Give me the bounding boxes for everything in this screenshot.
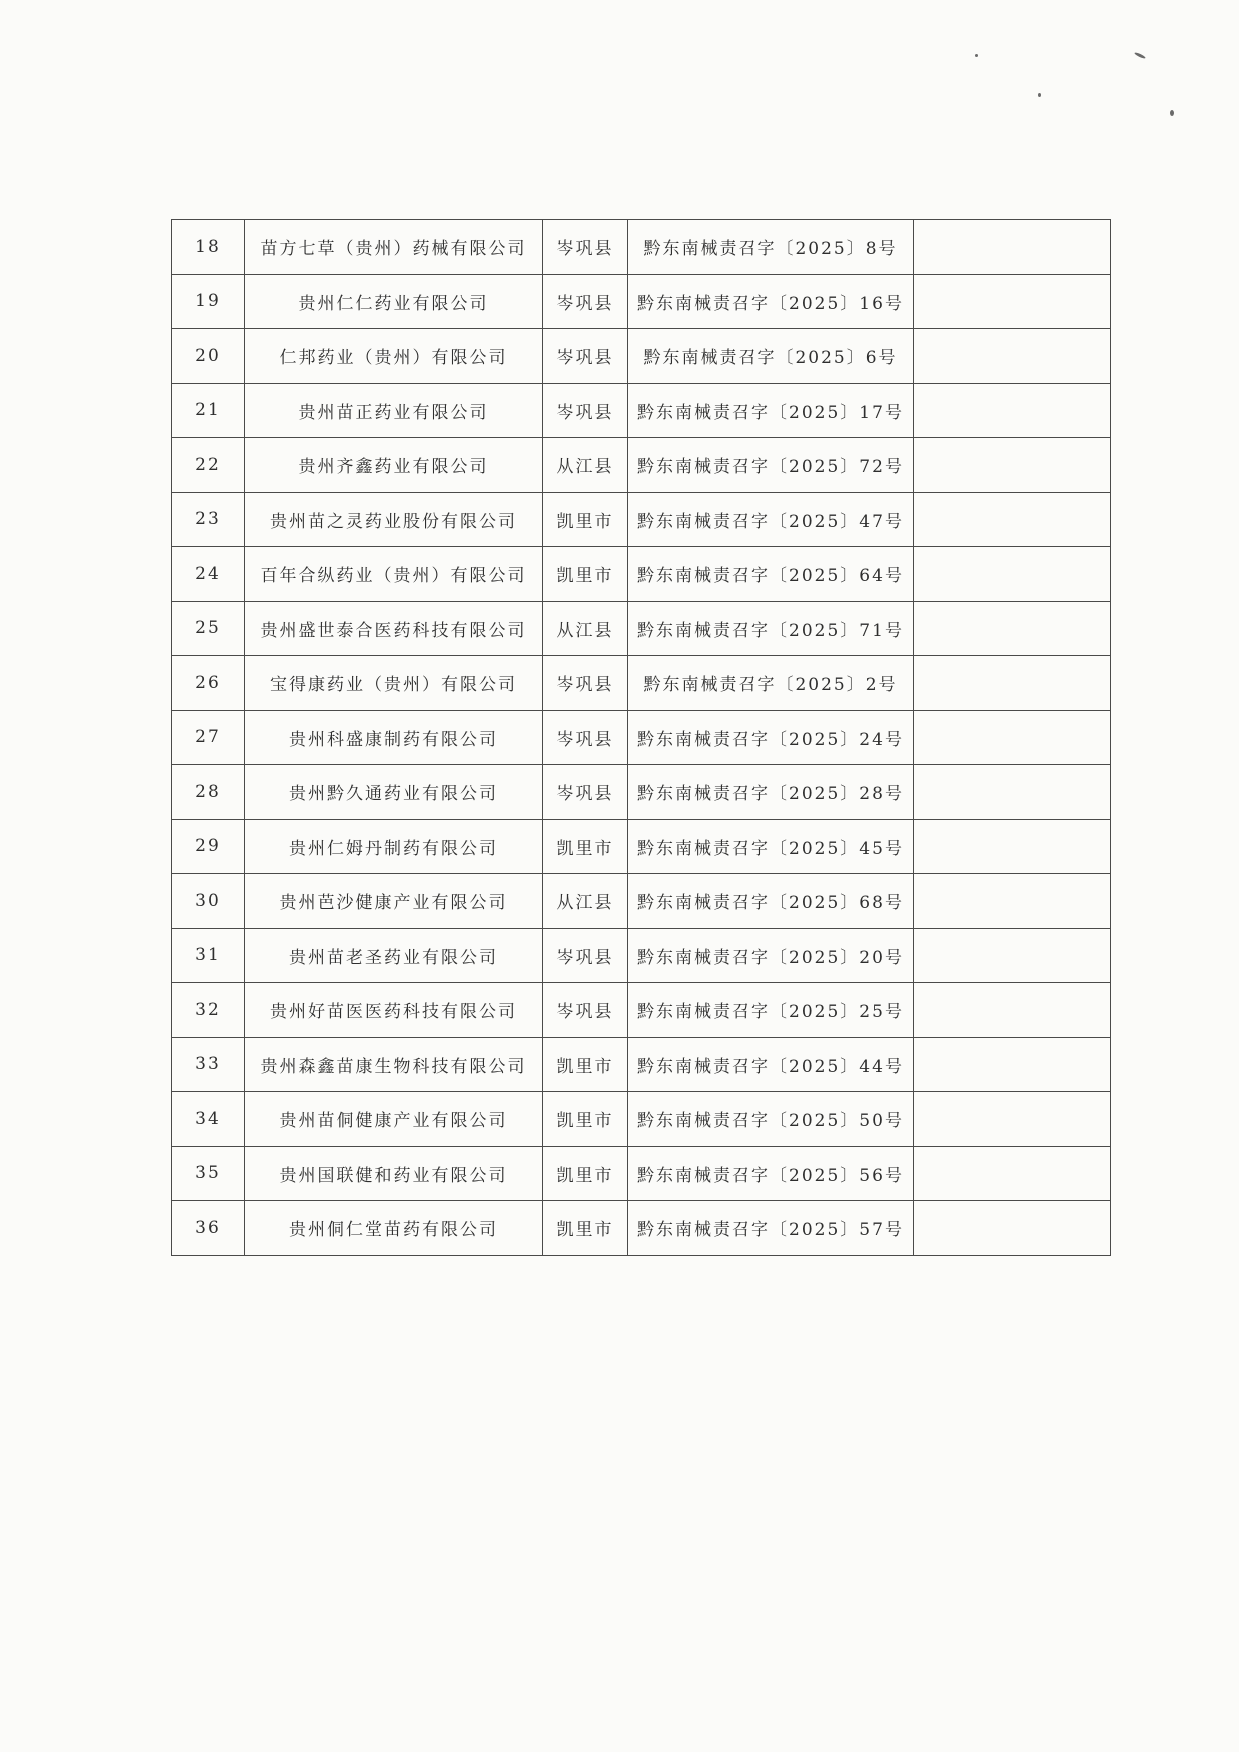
row-number: 25	[172, 601, 245, 656]
row-number: 30	[172, 874, 245, 929]
document-number: 黔东南械责召字〔2025〕8号	[628, 220, 914, 275]
company-name: 贵州侗仁堂苗药有限公司	[245, 1201, 543, 1256]
document-number: 黔东南械责召字〔2025〕50号	[628, 1092, 914, 1147]
remarks-cell	[914, 983, 1111, 1038]
county-name: 凯里市	[543, 1201, 628, 1256]
row-number: 27	[172, 710, 245, 765]
company-name: 贵州仁姆丹制药有限公司	[245, 819, 543, 874]
remarks-cell	[914, 601, 1111, 656]
company-name: 百年合纵药业（贵州）有限公司	[245, 547, 543, 602]
document-number: 黔东南械责召字〔2025〕20号	[628, 928, 914, 983]
county-name: 岑巩县	[543, 329, 628, 384]
county-name: 岑巩县	[543, 383, 628, 438]
row-number: 33	[172, 1037, 245, 1092]
table-row	[172, 765, 1111, 820]
remarks-cell	[914, 383, 1111, 438]
remarks-cell	[914, 874, 1111, 929]
county-name: 凯里市	[543, 1092, 628, 1147]
company-name: 苗方七草（贵州）药械有限公司	[245, 220, 543, 275]
remarks-cell	[914, 438, 1111, 493]
remarks-cell	[914, 656, 1111, 711]
row-number: 35	[172, 1146, 245, 1201]
remarks-cell	[914, 1092, 1111, 1147]
remarks-cell	[914, 1201, 1111, 1256]
table-row	[172, 1201, 1111, 1256]
scan-speck	[1170, 110, 1174, 116]
county-name: 岑巩县	[543, 656, 628, 711]
county-name: 岑巩县	[543, 928, 628, 983]
county-name: 岑巩县	[543, 765, 628, 820]
county-name: 凯里市	[543, 819, 628, 874]
table-row	[172, 329, 1111, 384]
row-number: 36	[172, 1201, 245, 1256]
table-row	[172, 274, 1111, 329]
remarks-cell	[914, 220, 1111, 275]
document-number: 黔东南械责召字〔2025〕24号	[628, 710, 914, 765]
remarks-cell	[914, 1146, 1111, 1201]
remarks-cell	[914, 710, 1111, 765]
table-body	[172, 220, 1111, 1256]
table-row	[172, 983, 1111, 1038]
row-number: 22	[172, 438, 245, 493]
company-name: 贵州芭沙健康产业有限公司	[245, 874, 543, 929]
row-number: 26	[172, 656, 245, 711]
table-row	[172, 601, 1111, 656]
company-name: 贵州盛世泰合医药科技有限公司	[245, 601, 543, 656]
table-row	[172, 1146, 1111, 1201]
company-name: 贵州仁仁药业有限公司	[245, 274, 543, 329]
county-name: 从江县	[543, 601, 628, 656]
table-row	[172, 492, 1111, 547]
company-name: 宝得康药业（贵州）有限公司	[245, 656, 543, 711]
row-number: 34	[172, 1092, 245, 1147]
table-row	[172, 220, 1111, 275]
table-row	[172, 656, 1111, 711]
row-number: 20	[172, 329, 245, 384]
row-number: 23	[172, 492, 245, 547]
table-row	[172, 928, 1111, 983]
document-number: 黔东南械责召字〔2025〕2号	[628, 656, 914, 711]
document-number: 黔东南械责召字〔2025〕6号	[628, 329, 914, 384]
remarks-cell	[914, 1037, 1111, 1092]
document-number: 黔东南械责召字〔2025〕56号	[628, 1146, 914, 1201]
table-row	[172, 438, 1111, 493]
document-number: 黔东南械责召字〔2025〕17号	[628, 383, 914, 438]
county-name: 凯里市	[543, 492, 628, 547]
document-number: 黔东南械责召字〔2025〕25号	[628, 983, 914, 1038]
remarks-cell	[914, 329, 1111, 384]
table-row	[172, 710, 1111, 765]
row-number: 31	[172, 928, 245, 983]
remarks-cell	[914, 274, 1111, 329]
company-name: 贵州森鑫苗康生物科技有限公司	[245, 1037, 543, 1092]
table-row	[172, 383, 1111, 438]
county-name: 凯里市	[543, 547, 628, 602]
company-name: 贵州苗侗健康产业有限公司	[245, 1092, 543, 1147]
company-name: 贵州苗老圣药业有限公司	[245, 928, 543, 983]
company-name: 贵州黔久通药业有限公司	[245, 765, 543, 820]
row-number: 28	[172, 765, 245, 820]
company-name: 贵州国联健和药业有限公司	[245, 1146, 543, 1201]
document-number: 黔东南械责召字〔2025〕44号	[628, 1037, 914, 1092]
remarks-cell	[914, 492, 1111, 547]
scan-speck	[975, 54, 978, 57]
table-row	[172, 1092, 1111, 1147]
row-number: 21	[172, 383, 245, 438]
row-number: 18	[172, 220, 245, 275]
document-number: 黔东南械责召字〔2025〕57号	[628, 1201, 914, 1256]
company-name: 仁邦药业（贵州）有限公司	[245, 329, 543, 384]
county-name: 岑巩县	[543, 274, 628, 329]
document-number: 黔东南械责召字〔2025〕16号	[628, 274, 914, 329]
county-name: 凯里市	[543, 1037, 628, 1092]
county-name: 岑巩县	[543, 983, 628, 1038]
row-number: 19	[172, 274, 245, 329]
document-number: 黔东南械责召字〔2025〕71号	[628, 601, 914, 656]
county-name: 岑巩县	[543, 220, 628, 275]
document-number: 黔东南械责召字〔2025〕45号	[628, 819, 914, 874]
document-number: 黔东南械责召字〔2025〕47号	[628, 492, 914, 547]
document-number: 黔东南械责召字〔2025〕28号	[628, 765, 914, 820]
company-name: 贵州苗之灵药业股份有限公司	[245, 492, 543, 547]
company-name: 贵州齐鑫药业有限公司	[245, 438, 543, 493]
remarks-cell	[914, 765, 1111, 820]
row-number: 32	[172, 983, 245, 1038]
company-name: 贵州科盛康制药有限公司	[245, 710, 543, 765]
row-number: 29	[172, 819, 245, 874]
scan-speck	[1038, 93, 1041, 97]
company-name: 贵州苗正药业有限公司	[245, 383, 543, 438]
table-row	[172, 547, 1111, 602]
remarks-cell	[914, 819, 1111, 874]
county-name: 凯里市	[543, 1146, 628, 1201]
row-number: 24	[172, 547, 245, 602]
scan-speck	[1134, 52, 1146, 60]
document-number: 黔东南械责召字〔2025〕72号	[628, 438, 914, 493]
document-number: 黔东南械责召字〔2025〕68号	[628, 874, 914, 929]
company-name: 贵州好苗医医药科技有限公司	[245, 983, 543, 1038]
remarks-cell	[914, 928, 1111, 983]
table-row	[172, 819, 1111, 874]
county-name: 岑巩县	[543, 710, 628, 765]
table-row	[172, 874, 1111, 929]
recall-list-table	[171, 219, 1111, 1256]
county-name: 从江县	[543, 438, 628, 493]
table-row	[172, 1037, 1111, 1092]
remarks-cell	[914, 547, 1111, 602]
document-number: 黔东南械责召字〔2025〕64号	[628, 547, 914, 602]
county-name: 从江县	[543, 874, 628, 929]
